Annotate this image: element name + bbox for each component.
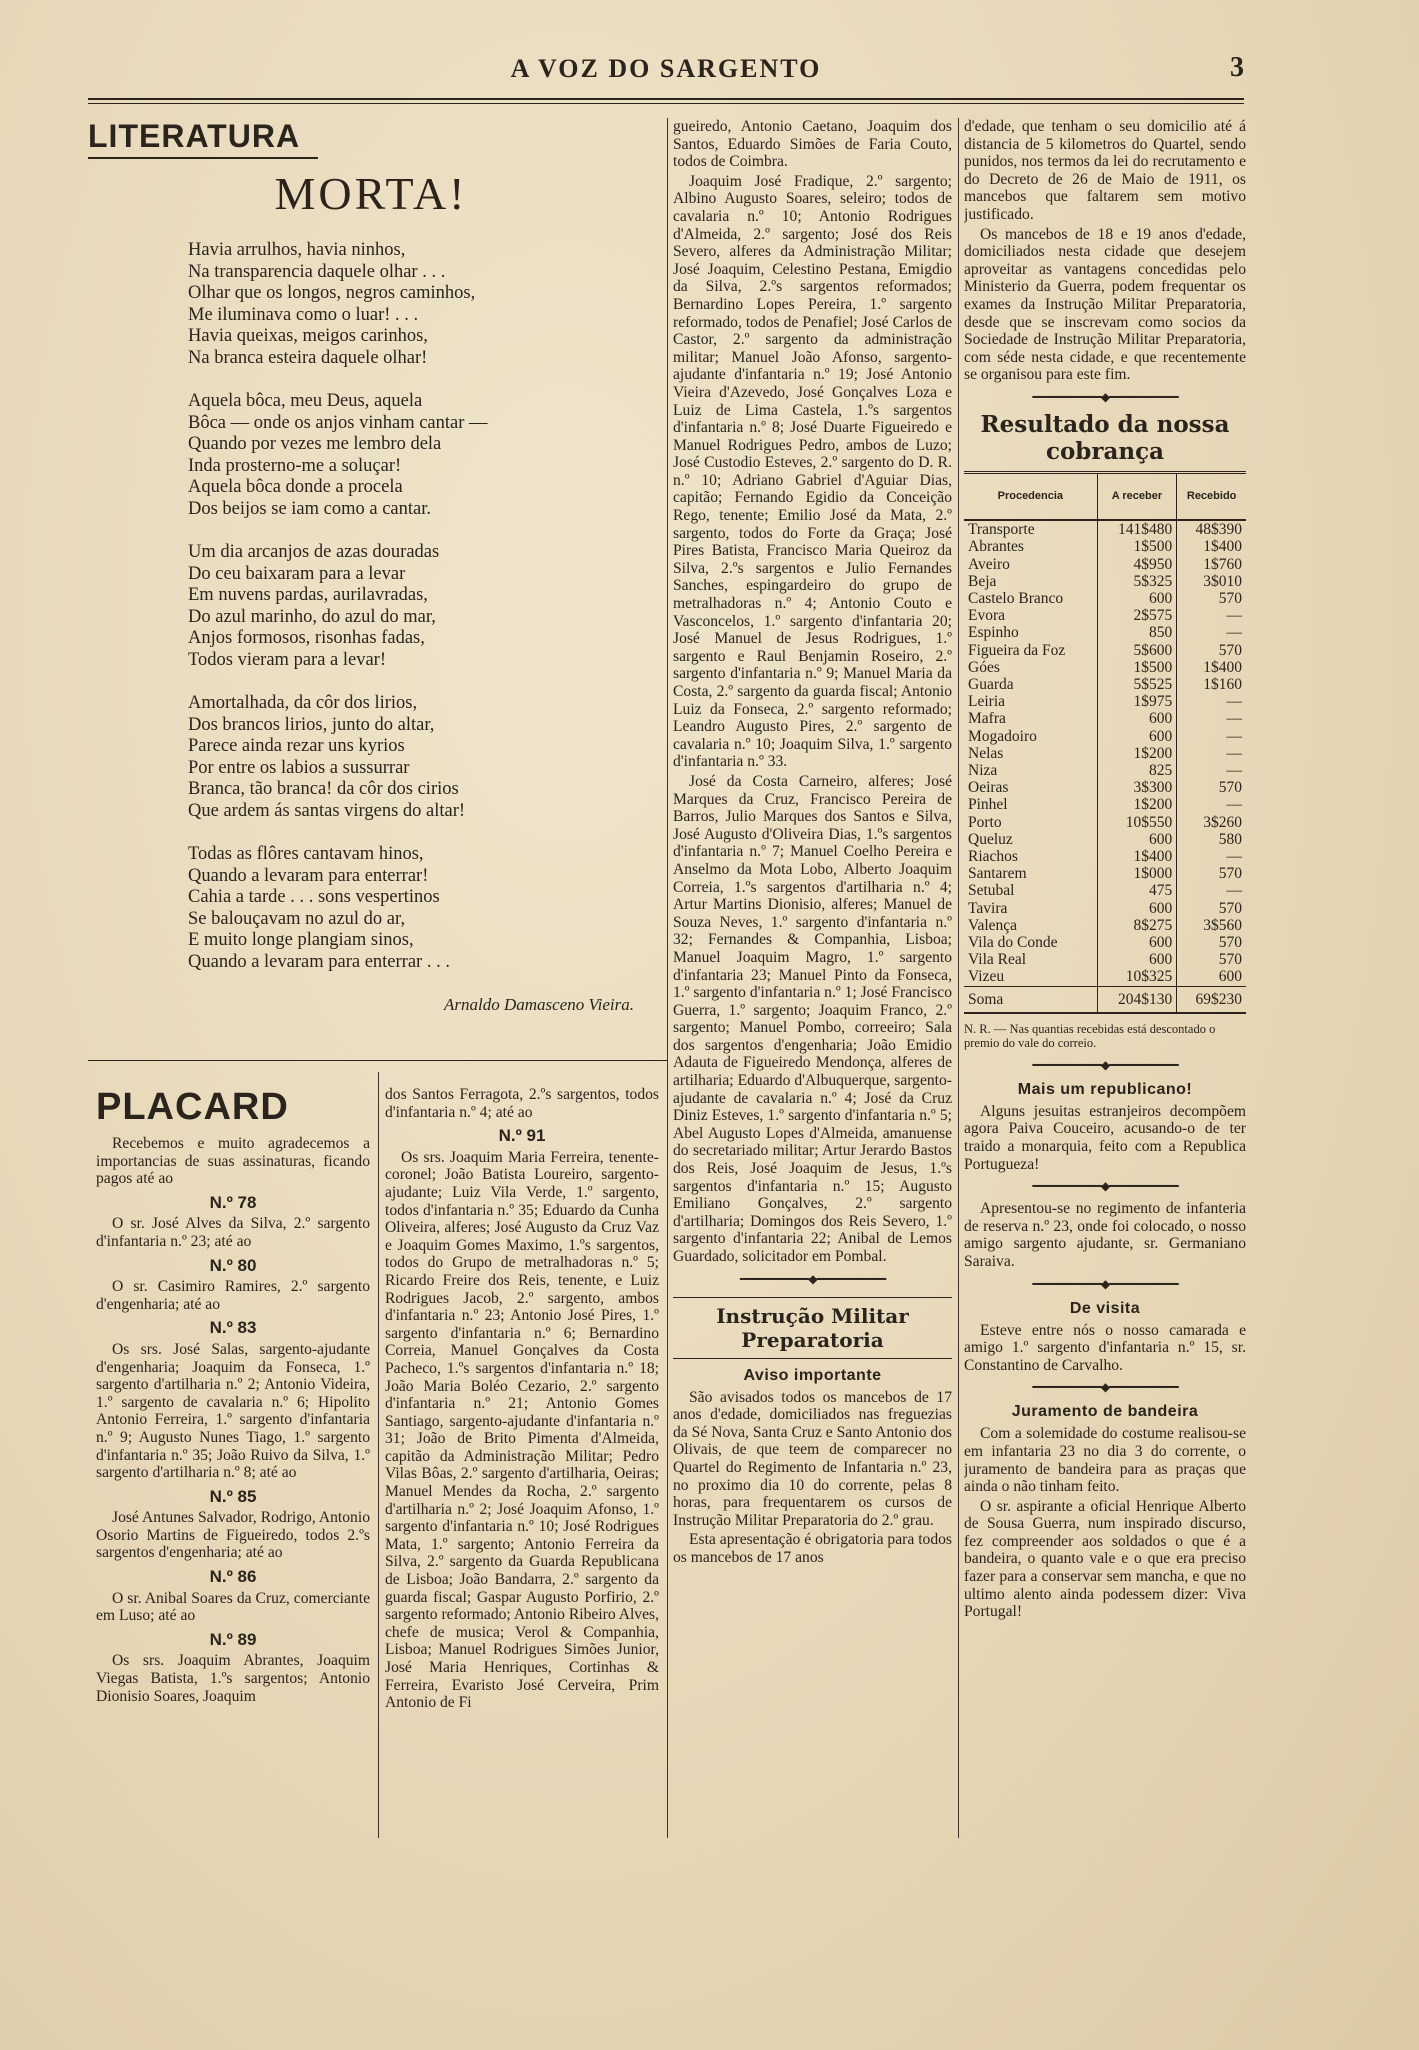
placard-entry: O sr. Anibal Soares da Cruz, comerciante em Luso; até ao: [96, 1589, 370, 1625]
literatura-heading: LITERATURA: [88, 118, 301, 154]
juramento-paragraph: O sr. aspirante a oficial Henrique Alberto de Sousa Guerra, num inspirado discurso, fez compreender aos soldados o que é a bandeira, o quanto vale e o que era preciso fazer para a conservar sem mancha, e que no ultimo alento ainda podessem dizer: Viva Portugal!: [964, 1497, 1246, 1621]
ornament-divider: ━━━━━━━━━━━◆━━━━━━━━━━━: [1032, 1057, 1178, 1072]
recebido-cell: 1$400: [1177, 538, 1246, 555]
table-row: [964, 831, 1246, 848]
procedencia-cell: Porto: [968, 813, 1002, 831]
a-receber-cell: 600: [1097, 728, 1177, 745]
a-receber-cell: 850: [1097, 624, 1177, 641]
instrucao-heading: Instrução Militar Preparatoria: [673, 1297, 952, 1359]
poem-line: Todos vieram para a levar!: [188, 649, 386, 670]
poem-line: Em nuvens pardas, aurilavradas,: [188, 585, 428, 605]
table-row: [964, 745, 1246, 762]
a-receber-cell: 600: [1097, 951, 1177, 968]
poem-line: Branca, tão branca! da côr dos cirios: [188, 779, 459, 799]
poem-line: Aquela bôca, meu Deus, aquela: [188, 391, 423, 411]
a-receber-cell: 4$950: [1097, 556, 1177, 573]
visita-heading: De visita: [1069, 1299, 1141, 1317]
a-receber-cell: 600: [1097, 934, 1177, 951]
procedencia-cell: Vizeu: [968, 968, 1005, 986]
apresentou-text: Apresentou-se no regimento de infanteria de reserva n.º 23, onde foi colocado, o nosso amigo sargento ajudante, sr. Germaniano Saraiva.: [964, 1200, 1246, 1270]
table-row: [964, 624, 1246, 641]
procedencia-cell: Evora: [968, 607, 1006, 625]
table-row: [964, 642, 1246, 659]
number-label: N.º 85: [209, 1486, 257, 1506]
table-total-row: [964, 986, 1246, 1013]
ornament-divider: ━━━━━━━━━━━◆━━━━━━━━━━━: [1032, 1380, 1178, 1395]
poem-line: Cahia a tarde . . . sons vespertinos: [188, 887, 440, 907]
number-label: N.º 86: [209, 1567, 257, 1587]
a-receber-cell: 600: [1097, 710, 1177, 727]
poem-line: Por entre os labios a sussurrar: [188, 757, 410, 778]
column-4: [964, 118, 1246, 1838]
table-row: [964, 968, 1246, 986]
a-receber-cell: 10$550: [1097, 814, 1177, 831]
table-row: [964, 900, 1246, 917]
placard-heading: PLACARD: [96, 1086, 289, 1128]
table-row: [964, 917, 1246, 934]
poem-stanza-3: [188, 542, 654, 671]
recebido-cell: 570: [1177, 865, 1246, 882]
instrucao-paragraph: Os mancebos de 18 e 19 anos d'edade, domiciliados nesta cidade que desejem aproveitar as vantagens concedidas pelo Ministerio da Guerra, podem frequentar os exames da Instrução Militar Preparatoria, desde que se inscrevam como socios da Sociedade de Instrução Militar Preparatoria, com séde nesta cidade, e que recentemente se organisou para este fim.: [964, 225, 1246, 384]
table-row: [964, 796, 1246, 813]
a-receber-cell: 8$275: [1097, 917, 1177, 934]
poem-line: E muito longe plangiam sinos,: [188, 930, 414, 950]
table-row: [964, 573, 1246, 590]
a-receber-cell: 600: [1097, 900, 1177, 917]
procedencia-cell: Niza: [968, 761, 998, 779]
a-receber-cell: 3$300: [1097, 779, 1177, 796]
poem-line: Que ardem ás santas virgens do altar!: [188, 800, 466, 821]
recebido-cell: —: [1177, 848, 1246, 865]
placard-entry: Os srs. Joaquim Maria Ferreira, tenente-coronel; João Batista Loureiro, sargento-ajudante; Luiz Vila Verde, 1.º sargento, todos d'infantaria n.º 35; Eduardo da Cunha Oliveira, alferes; José Augusto da Cruz Vaz e Joaquim Gomes Maximo, 1.ºs sargentos, todos do Grupo de metralhadoras n.º 5; Ricardo Freire dos Reis, tenente, e Luiz Rodrigues Jacob, 2.º sargento, ambos d'infantaria n.º 23; Antonio José Pires, 1.º sargento d'infantaria n.º 6; Bernardino Correia, Manuel Gonçalves da Costa Pacheco, 1.ºs sargentos d'infantaria n.º 18; João Maria Boléo Cezario, 2.º sargento d'infantaria n.º 21; Antonio Gomes Santiago, sargento-ajudante d'infantaria n.º 31; João de Brito Pimenta d'Almeida, capitão da Administração Militar; Pedro Vilas Bôas, 2.º sargento d'artilharia, Oeiras; Manuel Mendes da Rocha, 2.º sargento d'artilharia n.º 2; José Joaquim Afonso, 1.º sargento d'infantaria n.º 10; José Rodrigues Mata, 1.º sargento; Antonio Ferreira da Silva, 2.º sargento da Guarda Republicana de Lisboa; João Bandarra, 2.º sargento da guarda fiscal; Gaspar Augusto Porfirio, 2.º sargento reformado; Antonio Ribeiro Alves, chefe de musica; Verol & Companhia, Lisboa; Manuel Rodrigues Simões Junior, José Maria Henriques, Cortinhas & Ferreira, Evaristo José Cerveira, Prim Antonio de Fi: [385, 1148, 659, 1712]
recebido-cell: 1$160: [1177, 676, 1246, 693]
placard-column-1: [96, 1086, 370, 1836]
table-row: [964, 934, 1246, 951]
procedencia-cell: Leiria: [968, 693, 1006, 711]
a-receber-cell: 10$325: [1097, 968, 1177, 986]
a-receber-cell: 1$500: [1097, 659, 1177, 676]
a-receber-cell: 1$000: [1097, 865, 1177, 882]
procedencia-cell: Beja: [968, 572, 997, 590]
procedencia-cell: Guarda: [968, 675, 1014, 693]
table-row: [964, 590, 1246, 607]
poem-line: Do ceu baixaram para a levar: [188, 563, 406, 584]
poem-line: Quando por vezes me lembro dela: [188, 434, 442, 454]
recebido-cell: 48$390: [1177, 520, 1246, 538]
aviso-subheading: Aviso importante: [743, 1366, 882, 1384]
recebido-cell: 570: [1177, 779, 1246, 796]
a-receber-cell: 600: [1097, 831, 1177, 848]
page-number: 3: [1230, 52, 1244, 83]
a-receber-cell: 141$480: [1097, 520, 1177, 538]
table-row: [964, 762, 1246, 779]
a-receber-cell: 5$525: [1097, 676, 1177, 693]
heading-underline: [88, 157, 318, 159]
ornament-divider: ━━━━━━━━━━━◆━━━━━━━━━━━: [1032, 1276, 1178, 1291]
newspaper-title: A VOZ DO SARGENTO: [510, 54, 822, 83]
placard-column-2: [385, 1086, 659, 1836]
poem-author: Arnaldo Damasceno Vieira.: [444, 995, 634, 1014]
recebido-cell: 570: [1177, 642, 1246, 659]
a-receber-cell: 1$200: [1097, 796, 1177, 813]
procedencia-cell: Góes: [968, 658, 1000, 676]
a-receber-cell: 1$200: [1097, 745, 1177, 762]
header-rule: [88, 98, 1244, 100]
instrucao-paragraph: Esta apresentação é obrigatoria para todos os mancebos de 17 anos: [673, 1531, 952, 1566]
visita-text: Esteve entre nós o nosso camarada e amigo 1.º sargento d'infantaria n.º 15, sr. Constantino de Carvalho.: [964, 1321, 1246, 1374]
ornament-divider: ━━━━━━━━━━━◆━━━━━━━━━━━: [1032, 1179, 1178, 1194]
poem-line: Inda prosterno-me a soluçar!: [188, 455, 402, 476]
recebido-cell: 1$400: [1177, 659, 1246, 676]
procedencia-cell: Aveiro: [968, 555, 1010, 573]
recebido-cell: 570: [1177, 951, 1246, 968]
poem-line: Olhar que os longos, negros caminhos,: [188, 283, 476, 303]
poem-stanza-5: [188, 844, 654, 973]
table-row: [964, 538, 1246, 555]
placard-entry: José Antunes Salvador, Rodrigo, Antonio Osorio Martins de Figueiredo, todos 2.ºs sargentos d'engenharia; até ao: [96, 1509, 370, 1562]
poem-line: Dos brancos lirios, junto do altar,: [188, 714, 435, 735]
table-row: [964, 693, 1246, 710]
number-label: N.º 83: [209, 1318, 257, 1338]
column-divider: [958, 118, 959, 1838]
recebido-cell: —: [1177, 728, 1246, 745]
poem-line: Dos beijos se iam como a cantar.: [188, 498, 432, 519]
cobranca-note: N. R. — Nas quantias recebidas está descontado o premio do vale do correio.: [964, 1021, 1216, 1050]
poem-title: MORTA!: [274, 168, 468, 219]
procedencia-cell: Pinhel: [968, 796, 1008, 814]
poem-line: Parece ainda rezar uns kyrios: [188, 736, 405, 756]
recebido-cell: —: [1177, 607, 1246, 624]
procedencia-cell: Santarem: [968, 865, 1027, 883]
number-label: N.º 91: [498, 1126, 546, 1146]
procedencia-cell: Castelo Branco: [968, 589, 1064, 607]
a-receber-cell: 600: [1097, 590, 1177, 607]
table-row: [964, 728, 1246, 745]
placard-entry: dos Santos Ferragota, 2.ºs sargentos, todos d'infantaria n.º 4; até ao: [385, 1086, 659, 1121]
page-header: [88, 50, 1244, 90]
placard-entry: Os srs. Joaquim Abrantes, Joaquim Viegas Batista, 1.ºs sargentos; Antonio Dionisio Soares, Joaquim: [96, 1652, 370, 1705]
recebido-cell: 3$560: [1177, 917, 1246, 934]
table-row: [964, 710, 1246, 727]
placard-intro: Recebemos e muito agradecemos a importancias de suas assinaturas, ficando pagos até ao: [96, 1135, 370, 1188]
poem-line: Havia arrulhos, havia ninhos,: [188, 240, 406, 260]
recebido-cell: 3$260: [1177, 814, 1246, 831]
cobranca-heading: Resultado da nossa cobrança: [980, 410, 1230, 465]
recebido-cell: 570: [1177, 590, 1246, 607]
poem-line: Anjos formosos, risonhas fadas,: [188, 628, 425, 648]
procedencia-cell: Vila do Conde: [968, 933, 1058, 951]
table-header: A receber: [1097, 472, 1177, 520]
recebido-cell: —: [1177, 693, 1246, 710]
table-row: [964, 951, 1246, 968]
poem-line: Me iluminava como o luar! . . .: [188, 304, 419, 325]
a-receber-cell: 1$500: [1097, 538, 1177, 555]
placard-column-3: [673, 118, 952, 1838]
instrucao-paragraph: São avisados todos os mancebos de 17 anos d'edade, domiciliados nas freguezias da Sé Nova, Santa Cruz e Santo Antonio dos Olivais, de que teem de comparecer no Quartel do Regimento de Infantaria n.º 23, no proximo dia 10 do corrente, pelas 8 horas, para frequentarem os cursos de Instrução Militar Preparatoria do 2.º grau.: [673, 1388, 952, 1529]
table-row: [964, 882, 1246, 899]
placard-entry: gueiredo, Antonio Caetano, Joaquim dos Santos, Eduardo Simões de Faria Couto, todos de Coimbra.: [673, 118, 952, 171]
procedencia-cell: Valença: [968, 916, 1018, 934]
poem-line: Se balouçavam no azul do ar,: [188, 908, 406, 929]
a-receber-cell: 1$400: [1097, 848, 1177, 865]
poem-line: Do azul marinho, do azul do mar,: [188, 606, 436, 627]
cobranca-table-body: [964, 520, 1246, 1013]
juramento-paragraph: Com a solemidade do costume realisou-se em infantaria 23 no dia 3 do corrente, o juramento de bandeira para as praças que ainda o não tinham feito.: [964, 1425, 1246, 1496]
placard-entry: Os srs. José Salas, sargento-ajudante d'engenharia; Joaquim da Fonseca, 1.º sargento d'artilharia n.º 2; Antonio Videira, 1.º sargento de cavalaria n.º 6; Hipolito Antonio Ferreira, 1.º sargento d'infantaria n.º 9; Augusto Nunes Tiago, 1.º sargento d'infantaria n.º 35; João Ruivo da Silva, 1.º sargento d'artilharia n.º 8; até ao: [96, 1340, 370, 1482]
header-rule-thin: [88, 103, 1244, 104]
poem-line: Na transparencia daquele olhar . . .: [188, 261, 446, 282]
a-receber-cell: 5$325: [1097, 573, 1177, 590]
procedencia-cell: Mafra: [968, 710, 1006, 728]
ornament-divider: ━━━━━━━━━━━◆━━━━━━━━━━━: [1032, 389, 1178, 404]
poem-line: Um dia arcanjos de azas douradas: [188, 542, 440, 562]
a-receber-cell: 1$975: [1097, 693, 1177, 710]
recebido-cell: 600: [1177, 968, 1246, 986]
column-divider: [667, 118, 668, 1838]
recebido-cell: —: [1177, 762, 1246, 779]
cobranca-table: [964, 471, 1246, 1014]
table-row: [964, 676, 1246, 693]
recebido-cell: —: [1177, 796, 1246, 813]
poem-line: Todas as flôres cantavam hinos,: [188, 844, 424, 864]
procedencia-cell: Abrantes: [968, 538, 1024, 556]
recebido-cell: 3$010: [1177, 573, 1246, 590]
procedencia-cell: Espinho: [968, 624, 1019, 642]
placard-entry: José da Costa Carneiro, alferes; José Marques da Cruz, Francisco Pereira de Barros, Julio Marques dos Santos e Silva, José Augusto d'Oliveira Dias, 1.ºs sargentos d'infantaria n.º 7; Manuel Coelho Pereira e Anselmo da Mota Lobo, Alberto Joaquim Correia, 1.ºs sargentos d'artilharia n.º 4; Artur Martins Dionisio, alferes; Manuel de Souza Neves, 1.º sargento d'infantaria n.º 32; Fernandes & Companhia, Lisboa; Manuel Joaquim Magro, 1.º sargento d'infantaria 23; Manuel Pinto da Fonseca, 1.º sargento d'infantaria n.º 1; José Francisco Guerra, 1.º sargento; Joaquim Franco, 2.º sargento; Manuel Pombo, correeiro; Sala dos sargentos d'engenharia; João Emidio Adauta de Figueiredo Mendonça, alferes de artilharia; Eduardo d'Albuquerque, sargento-ajudante de cavalaria n.º 4; José da Cruz Diniz Esteves, 1.º sargento d'infantaria n.º 5; Abel Augusto Lopes d'Almeida, amanuense do secretariado militar; Artur Jerardo Bastos dos Reis, José Joaquim de Jesus, 1.ºs sargentos d'infantaria n.º 15; Augusto Emiliano Gonçalves, 2.º sargento d'artilharia; Domingos dos Reis Severo, 1.º sargento d'infantaria 22; Anibal de Lemos Guardado, solicitador em Pombal.: [673, 772, 952, 1265]
poem-line: Aquela bôca donde a procela: [188, 477, 403, 497]
table-row: [964, 520, 1246, 538]
number-label: N.º 78: [209, 1192, 257, 1212]
literatura-section: [88, 118, 654, 1048]
poem-line: Quando a levaram para enterrar . . .: [188, 951, 450, 972]
a-receber-cell: 5$600: [1097, 642, 1177, 659]
section-rule: [88, 1060, 667, 1061]
procedencia-cell: Riachos: [968, 847, 1018, 865]
number-label: N.º 80: [209, 1255, 257, 1275]
procedencia-cell: Setubal: [968, 882, 1015, 900]
table-row: [964, 659, 1246, 676]
recebido-cell: —: [1177, 710, 1246, 727]
poem-line: Quando a levaram para enterrar!: [188, 865, 429, 886]
procedencia-cell: Oeiras: [968, 779, 1009, 797]
poem-stanza-2: [188, 391, 654, 520]
republicano-heading: Mais um republicano!: [1017, 1080, 1193, 1098]
a-receber-cell: 204$130: [1097, 986, 1177, 1013]
placard-entry: Joaquim José Fradique, 2.º sargento; Albino Augusto Soares, seleiro; todos de cavalaria n.º 10; Antonio Rodrigues d'Almeida, 2.º sargento; José dos Reis Severo, alferes da Administração Militar; José Joaquim, Celestino Pestana, Emigdio da Silva, 2.ºs sargentos reformados; Bernardino Lopes Pereira, 1.º sargento reformado, todos de Penafiel; José Carlos de Castor, 2.º sargento da administração militar; Manuel João Afonso, sargento-ajudante d'infantaria n.º 19; José Antonio Vieira d'Azevedo, José Gonçalves Loza e Luiz de Lima Castela, 1.ºs sargentos d'infantaria n.º 8; José Duarte Figueiredo e Manuel Rodrigues Pedro, ambos de Luzo; José Custodio Esteves, 2.º sargento do D. R. n.º 10; Adriano Gabriel d'Aguiar Dias, capitão; Fernando Egidio da Conceição Rego, tenente; Emilio José da Mata, 2.º sargento, todos do Forte da Graça; José Pires Batista, Francisco Maria Queiroz da Silva, 2.ºs sargentos e Julio Fernandes Sanches, espingardeiro do grupo de metralhadoras n.º 4; Antonio Couto e Vasconcelos, 1.º sargento d'infantaria 20; José Manuel de Jesus Rodrigues, 1.º sargento e Raul Benjamin Roseiro, 2.º sargento d'infantaria n.º 9; Manuel Maria da Costa, 2.º sargento da guarda fiscal; Antonio Luiz da Fonseca, 2.º sargento reformado; Leandro Augusto Pires, 2.º sargento de cavalaria n.º 10; Joaquim Silva, 1.º sargento d'infantaria n.º 33.: [673, 172, 952, 771]
table-row: [964, 779, 1246, 796]
recebido-cell: —: [1177, 882, 1246, 899]
recebido-cell: 1$760: [1177, 556, 1246, 573]
recebido-cell: —: [1177, 745, 1246, 762]
table-row: [964, 848, 1246, 865]
table-header: Recebido: [1177, 472, 1246, 520]
a-receber-cell: 2$575: [1097, 607, 1177, 624]
procedencia-cell: Mogadoiro: [968, 727, 1037, 745]
procedencia-cell: Vila Real: [968, 951, 1027, 969]
procedencia-cell: Nelas: [968, 744, 1004, 762]
recebido-cell: 570: [1177, 934, 1246, 951]
recebido-cell: —: [1177, 624, 1246, 641]
placard-entry: O sr. Casimiro Ramires, 2.º sargento d'engenharia; até ao: [96, 1278, 370, 1313]
poem-line: Na branca esteira daquele olhar!: [188, 347, 428, 368]
table-row: [964, 556, 1246, 573]
instrucao-paragraph: d'edade, que tenham o seu domicilio até á distancia de 5 kilometros do Quartel, sendo punidos, nos termos da lei do recrutamento e do Decreto de 26 de Maio de 1911, os mancebos que faltarem sem motivo justificado.: [964, 118, 1246, 223]
table-header: Procedencia: [964, 472, 1097, 520]
procedencia-cell: Figueira da Foz: [968, 641, 1066, 659]
poem-line: Havia queixas, meigos carinhos,: [188, 326, 428, 346]
republicano-text: Alguns jesuitas estranjeiros decompõem agora Paiva Couceiro, acusando-o de ter traido a monarquia, feito com a Republica Portugueza!: [964, 1102, 1246, 1173]
ornament-divider: ━━━━━━━━━━━◆━━━━━━━━━━━: [739, 1271, 886, 1286]
a-receber-cell: 825: [1097, 762, 1177, 779]
procedencia-cell: Queluz: [968, 830, 1013, 848]
column-divider: [378, 1072, 379, 1838]
juramento-heading: Juramento de bandeira: [1011, 1403, 1199, 1421]
poem-stanza-4: [188, 693, 654, 822]
a-receber-cell: 475: [1097, 882, 1177, 899]
recebido-cell: 570: [1177, 900, 1246, 917]
poem-line: Bôca — onde os anjos vinham cantar —: [188, 412, 488, 433]
placard-entry: O sr. José Alves da Silva, 2.º sargento d'infantaria n.º 23; até ao: [96, 1215, 370, 1250]
recebido-cell: 580: [1177, 831, 1246, 848]
procedencia-cell: Soma: [964, 986, 1097, 1013]
table-row: [964, 814, 1246, 831]
poem-line: Amortalhada, da côr dos lirios,: [188, 693, 418, 713]
procedencia-cell: Transporte: [968, 521, 1035, 539]
procedencia-cell: Tavira: [968, 899, 1008, 917]
number-label: N.º 89: [209, 1629, 257, 1649]
table-row: [964, 865, 1246, 882]
poem-stanza-1: [188, 240, 654, 369]
recebido-cell: 69$230: [1177, 986, 1246, 1013]
table-row: [964, 607, 1246, 624]
